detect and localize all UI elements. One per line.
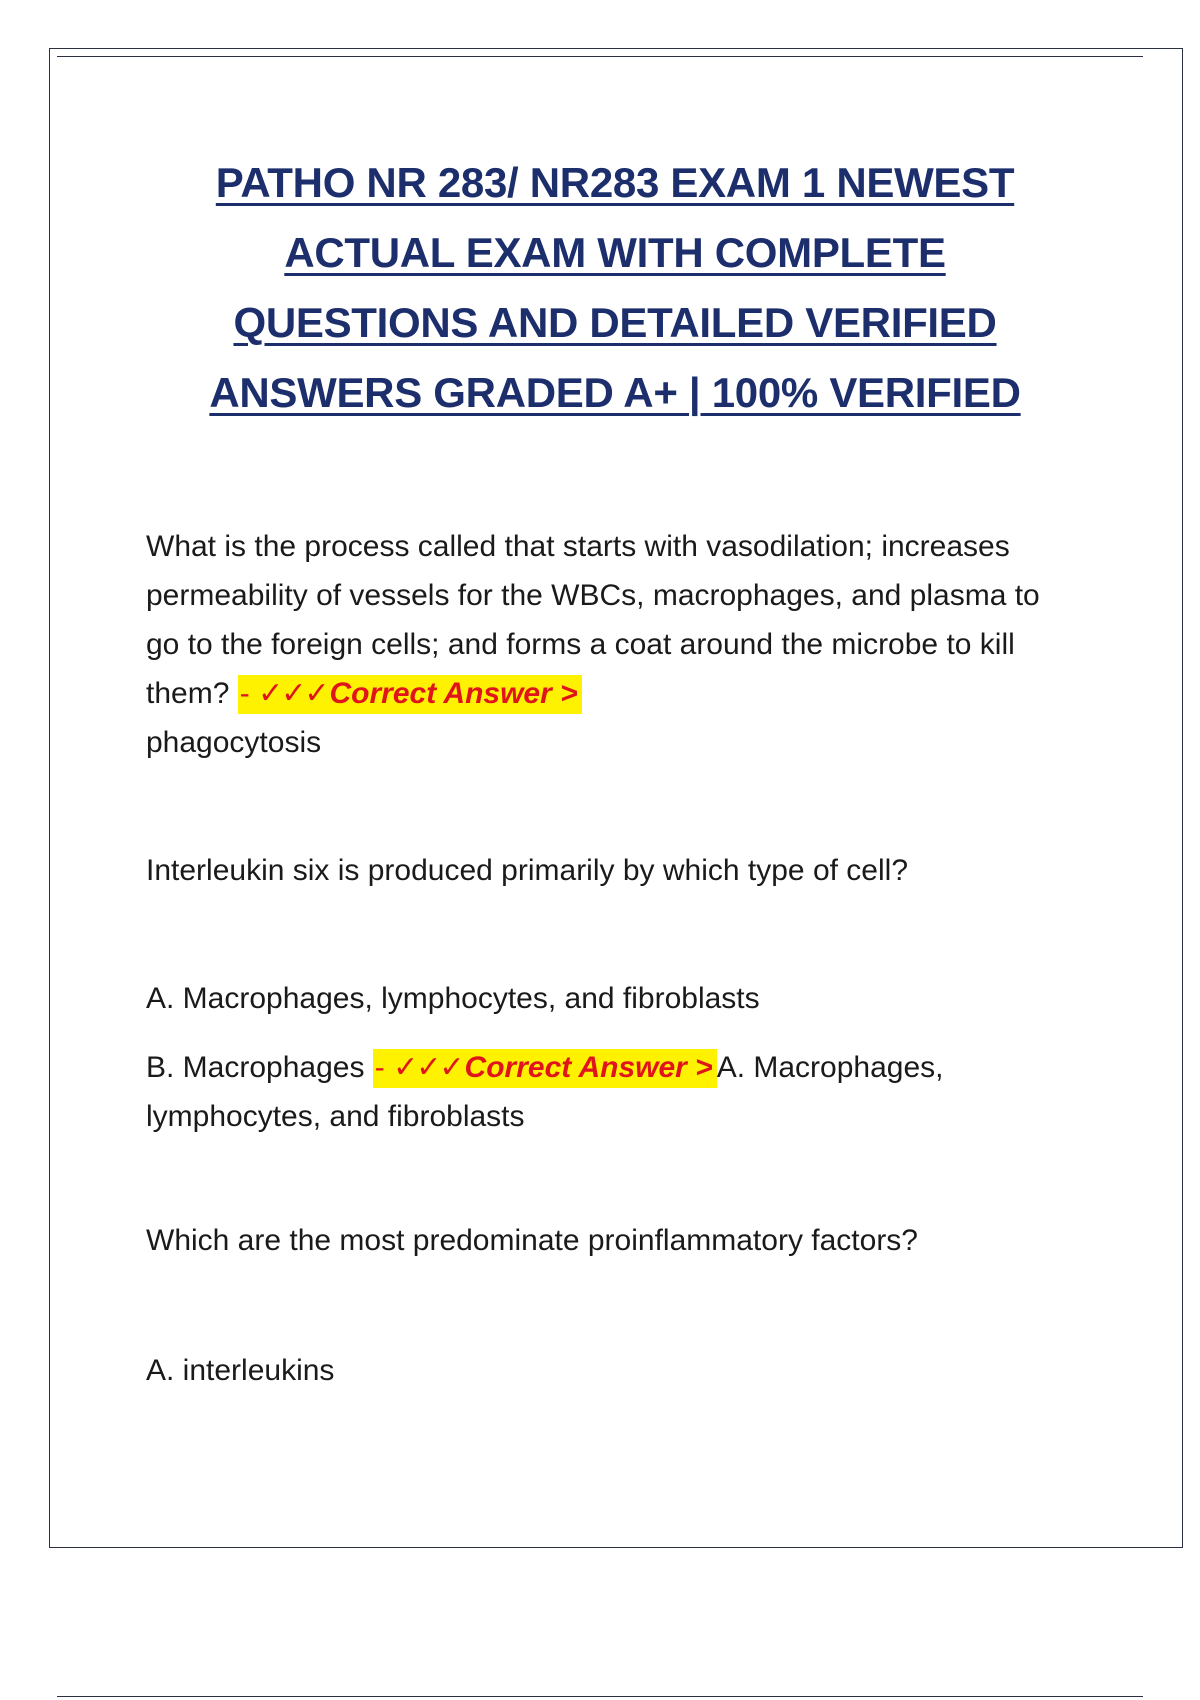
answer-1-text: phagocytosis <box>146 726 322 759</box>
question-1-text: What is the process called that starts with vasodilation; increases permeability of vessels for the WBCs, macrophages, and plasma to go to the foreign cells; and forms a coat around the microbe to kill them? <box>146 530 1040 710</box>
title-line-2: ACTUAL EXAM WITH COMPLETE <box>284 229 946 276</box>
question-1 <box>146 522 1076 767</box>
answer-marker-label: Correct Answer > <box>464 1051 713 1084</box>
title-line-3: QUESTIONS AND DETAILED VERIFIED <box>233 299 997 346</box>
answer-marker-dash: - <box>239 677 259 710</box>
top-rule <box>57 56 1143 57</box>
option-a-text: A. Macrophages, lymphocytes, and fibroblasts <box>146 982 760 1015</box>
checkmark-icon: ✓✓✓ <box>258 677 328 710</box>
checkmark-icon: ✓✓✓ <box>393 1051 463 1084</box>
title-line-4: ANSWERS GRADED A+ | 100% VERIFIED <box>209 369 1021 416</box>
answer-marker-dash: - <box>374 1051 394 1084</box>
question-3-text: Which are the most predominate proinflammatory factors? <box>146 1224 918 1257</box>
question-2 <box>146 846 1076 895</box>
document-title <box>140 148 1090 428</box>
question-3 <box>146 1216 1076 1265</box>
title-line-1: PATHO NR 283/ NR283 EXAM 1 NEWEST <box>215 159 1015 206</box>
question-2-text: Interleukin six is produced primarily by which type of cell? <box>146 854 908 887</box>
option-b-text: B. Macrophages <box>146 1051 365 1084</box>
question-3-option-a <box>146 1346 1076 1395</box>
option-a-text: A. interleukins <box>146 1354 335 1387</box>
correct-answer-marker-2 <box>373 1049 717 1088</box>
answer-marker-label: Correct Answer > <box>329 677 578 710</box>
question-2-option-b <box>146 1043 1076 1141</box>
answer-2-text: A. Macrophages, lymphocytes, and fibroblasts <box>146 1051 944 1133</box>
question-2-option-a <box>146 974 1076 1023</box>
correct-answer-marker-1 <box>238 675 582 714</box>
bottom-rule <box>57 1696 1143 1697</box>
